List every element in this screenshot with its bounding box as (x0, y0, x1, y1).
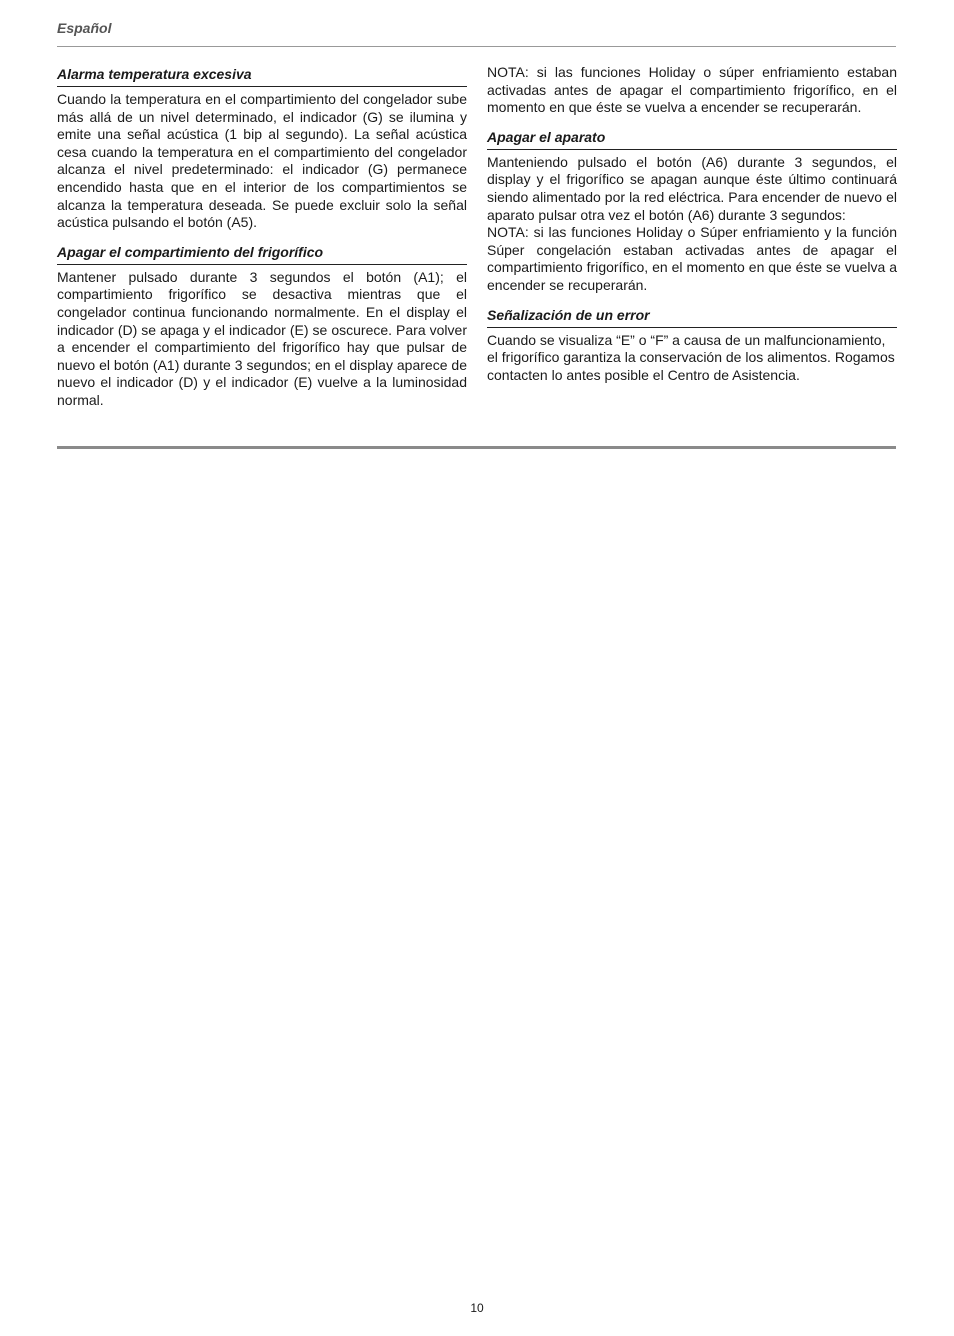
section-title: Alarma temperatura excesiva (57, 64, 467, 87)
header-divider (57, 46, 896, 47)
right-column (487, 64, 897, 394)
section-title: Apagar el compartimiento del frigorífico (57, 242, 467, 265)
footer-divider (57, 446, 896, 449)
page-header-language: Español (57, 20, 112, 36)
section-title: Apagar el aparato (487, 127, 897, 150)
section-title: Señalización de un error (487, 305, 897, 328)
section-apagar-aparato (487, 127, 897, 295)
section-text: Cuando se visualiza “E” o “F” a causa de un malfuncionamiento, el frigorífico garantiza la conservación de los alimentos. Rogamos contacten lo antes posible el Centro de Asistencia. (487, 331, 895, 383)
section-text: Cuando la temperatura en el compartimiento del congelador sube más allá de un nivel determinado, el indicador (G) se ilumina y emite una señal acústica (1 bip al segundo). La señal acústica cesa cuando la temperatura en el compartimiento del congelador alcanza el nivel predeterminado: el indicador (G) permanece encendido hasta que en el interior de los compartimientos se alcanza la temperatura deseada. Se puede excluir solo la señal acústica pulsando el botón (A5). (57, 91, 467, 231)
section-text: Manteniendo pulsado el botón (A6) durante 3 segundos, el display y el frigorífico se apagan aunque éste último continuará siendo alimentado por la red eléctrica. Para encender de nuevo el aparato pulsar otra vez el botón (A6) durante 3 segundos: (487, 153, 897, 223)
left-column (57, 64, 467, 420)
section-error (487, 305, 897, 385)
section-text: Mantener pulsado durante 3 segundos el botón (A1); el compartimiento frigorífico se desactiva mientras que el congelador continua funcionando normalmente. En el display el indicador (D) se apaga y el indicador (E) se oscurece. Para volver a encender el compartimiento del frigorífico hay que pulsar de nuevo el botón (A1) durante 3 segundos; en el display aparece de nuevo el indicador (D) y el indicador (E) vuelve a la luminosidad normal. (57, 268, 467, 408)
section-apagar-frigorifico (57, 242, 467, 410)
section-alarma (57, 64, 467, 232)
page-number: 10 (470, 1301, 484, 1315)
intro-note: NOTA: si las funciones Holiday o súper enfriamiento estaban activadas antes de apagar el compartimiento frigorífico, en el momento en que éste se vuelva a encender se recuperarán. (487, 64, 897, 116)
section-note: NOTA: si las funciones Holiday o Súper enfriamiento y la función Súper congelación estaban activadas antes de apagar el compartimiento frigorífico, en el momento en que éste se vuelva a encender se recuperarán. (487, 224, 897, 293)
